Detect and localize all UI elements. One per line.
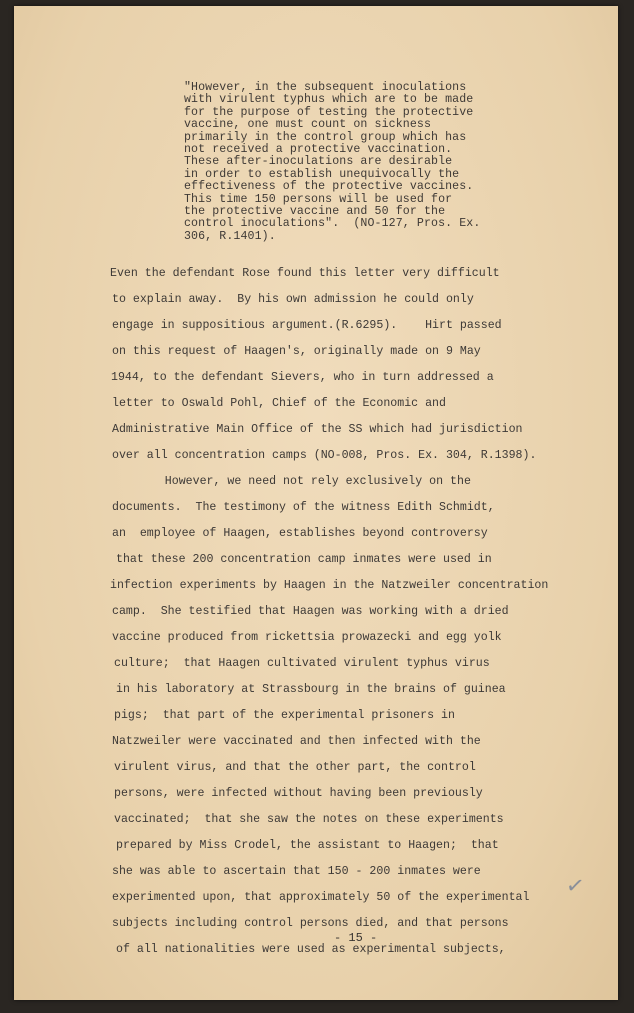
quote-line: not received a protective vaccination. [184,143,453,157]
body-line: Administrative Main Office of the SS which had jurisdiction [112,423,523,436]
body-line: prepared by Miss Crodel, the assistant to Haagen; that [116,839,499,852]
quote-line: 306, R.1401). [184,229,276,243]
quoted-letter-excerpt [184,82,514,243]
body-line: an employee of Haagen, establishes beyond controversy [112,527,488,540]
document-page [14,6,618,1000]
body-line: virulent virus, and that the other part, the control [114,761,476,774]
body-line: persons, were infected without having been previously [114,787,483,800]
quote-line: primarily in the control group which has [184,130,467,144]
body-line: to explain away. By his own admission he could only [112,293,474,306]
quote-line: effectiveness of the protective vaccines. [184,180,474,194]
body-line: of all nationalities were used as experimental subjects, [116,943,506,956]
body-line: experimented upon, that approximately 50 of the experimental [112,891,530,904]
quote-line: the protective vaccine and 50 for the [184,205,446,219]
body-line: vaccine produced from rickettsia prowazecki and egg yolk [112,631,502,644]
quote-line: This time 150 persons will be used for [184,192,453,206]
body-line: camp. She testified that Haagen was working with a dried [112,605,509,618]
quote-line: control inoculations". (NO-127, Pros. Ex. [184,217,481,231]
body-line: she was able to ascertain that 150 - 200 inmates were [112,865,481,878]
quote-line: vaccine, one must count on sickness [184,118,432,132]
quote-line: with virulent typhus which are to be made [184,93,474,107]
quote-line: in order to establish unequivocally the [184,167,460,181]
body-line: However, we need not rely exclusively on the [130,475,471,488]
body-line: Even the defendant Rose found this letter very difficult [110,267,500,280]
body-line: culture; that Haagen cultivated virulent typhus virus [114,657,490,670]
body-line: pigs; that part of the experimental prisoners in [114,709,455,722]
quote-line: "However, in the subsequent inoculations [184,81,467,94]
body-line: letter to Oswald Pohl, Chief of the Economic and [112,397,446,410]
body-line: documents. The testimony of the witness Edith Schmidt, [112,501,495,514]
body-line: in his laboratory at Strassbourg in the brains of guinea [116,683,506,696]
page-number: - 15 - [334,931,378,945]
body-line: that these 200 concentration camp inmates were used in [116,553,492,566]
body-line: 1944, to the defendant Sievers, who in turn addressed a [111,371,494,384]
body-line: vaccinated; that she saw the notes on these experiments [114,813,504,826]
body-line: over all concentration camps (NO-008, Pros. Ex. 304, R.1398). [112,449,537,462]
quote-line: for the purpose of testing the protective [184,105,474,119]
body-line: Natzweiler were vaccinated and then infected with the [112,735,481,748]
body-line: engage in suppositious argument.(R.6295). Hirt passed [112,319,502,332]
checkmark-annotation: ✓ [564,872,587,901]
quote-line: These after-inoculations are desirable [184,155,453,169]
body-line: infection experiments by Haagen in the Natzweiler concentration [110,579,549,592]
body-text [110,261,580,963]
body-line: subjects including control persons died, and that persons [112,917,509,930]
body-line: on this request of Haagen's, originally made on 9 May [112,345,481,358]
